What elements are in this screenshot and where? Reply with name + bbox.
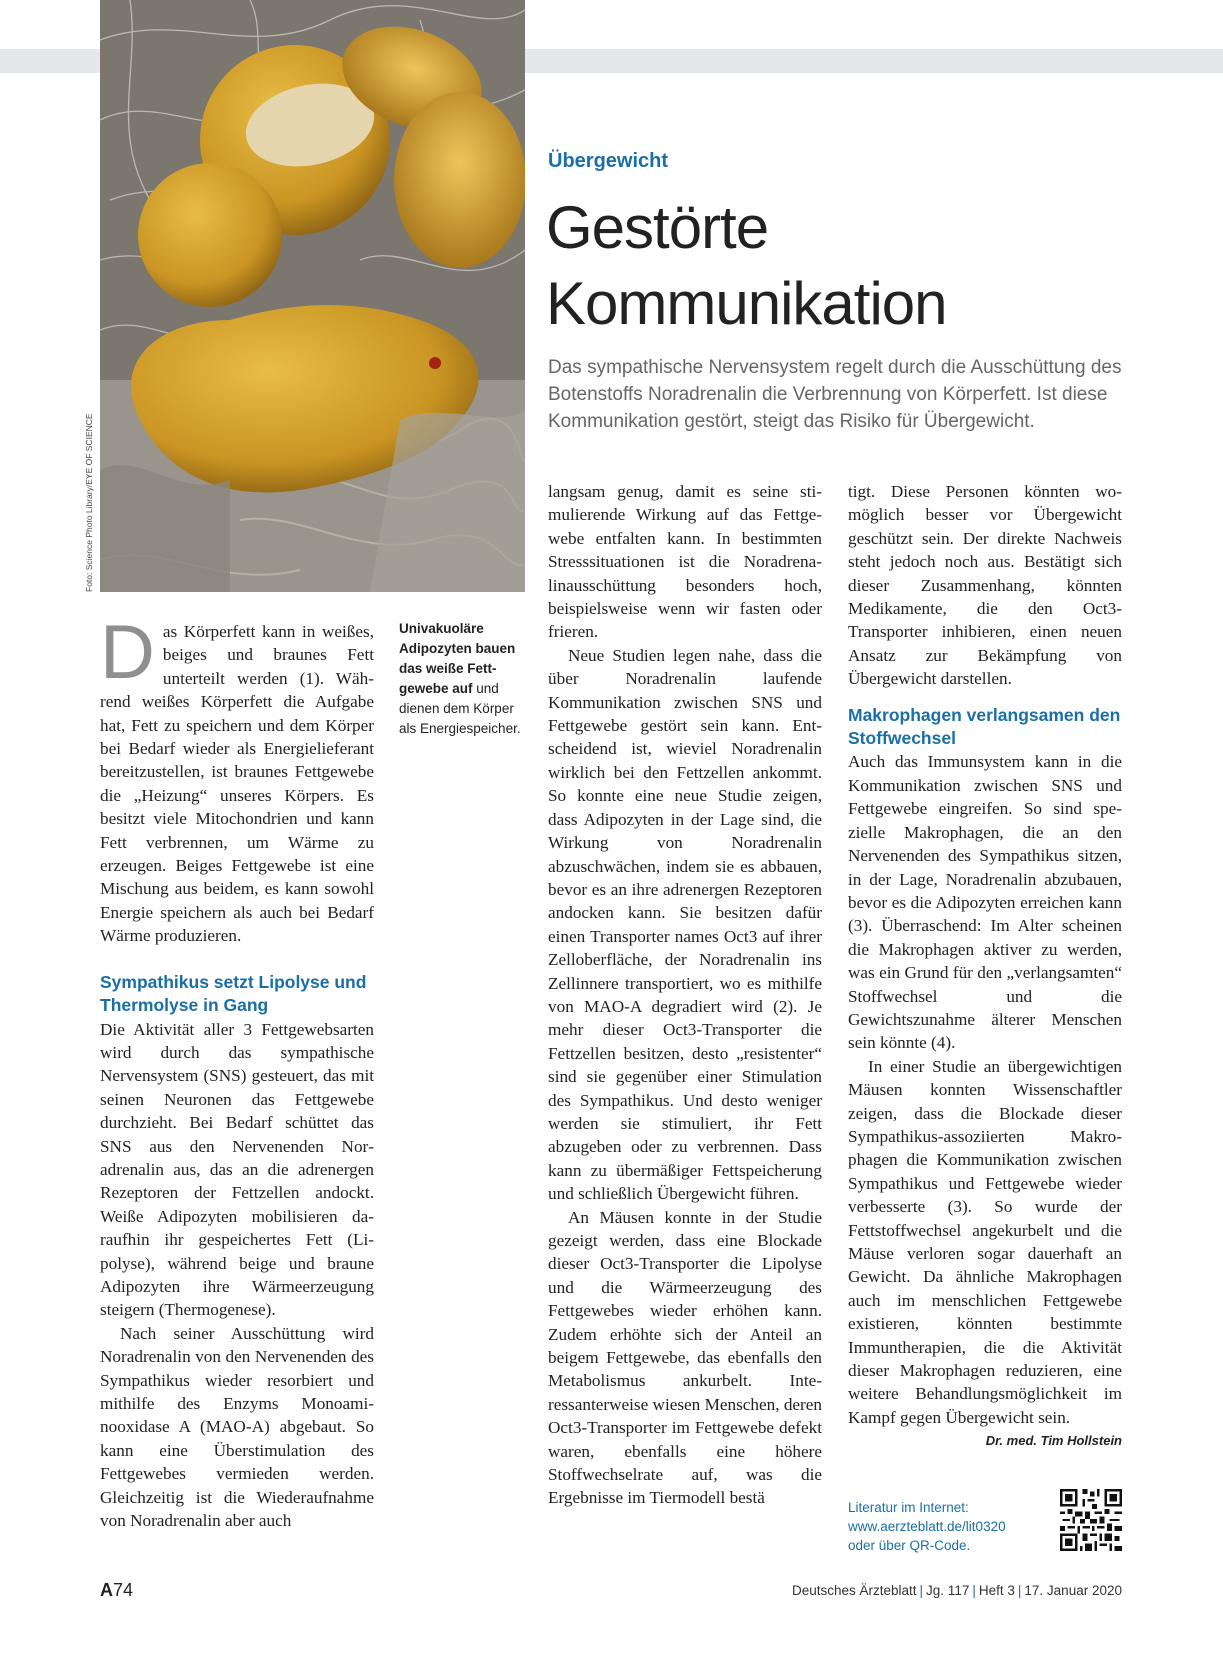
- page-prefix: A: [100, 1580, 113, 1600]
- article-kicker: Übergewicht: [548, 150, 669, 172]
- literature-note: [848, 1498, 1006, 1555]
- subheading-makrophagen: Makrophagen verlangsamen den Stoffwechsel: [848, 704, 1121, 749]
- photo-caption: [399, 619, 527, 739]
- article-photo: [100, 0, 525, 592]
- paragraph-8: Auch das Immunsystem kann in die Kommunikation zwischen SNS und Fettgewebe eingreifen. So sind spezielle Makrophagen, die an den Nervenenden des Sympathikus sitzen, in der Lage, Noradrenalin abzubauen, bevor es die Adipozyten erreichen kann (3). Überraschend: Im Alter scheinen die Makrophagen aktiver zu werden, was ein Grund für den „verlangsamten“ Stoffwechsel und die Gewichtszunahme älterer Menschen sein könnte (4).: [848, 752, 1122, 1053]
- page-number-value: 74: [113, 1580, 134, 1600]
- footer-separator: |: [1017, 1583, 1022, 1598]
- paragraph-2: Die Aktivität aller 3 Fettgewebsarten wird durch das sympathische Nervensystem (SNS) gesteuert, das mit seinen Neuronen das Fettgewebe durchzieht. Bei Bedarf schüttet das SNS aus den Nervenenden Noradrenalin aus, das an die adrenergen Rezeptoren der Fettzellen andockt. Weiße Adipozyten mobilisieren daraufhin ihr gespeichertes Fett (Lipolyse), während beige und braune Adipozyten ihre Wärmeerzeugung steigern (Thermogenese).: [100, 1019, 374, 1320]
- paragraph-9: [848, 1055, 1122, 1449]
- article-lead: Das sympathische Nervensystem regelt durch die Ausschüttung des Botenstoffs Noradrenalin die Verbrennung von Körperfett. Ist diese Kommunikation gestört, steigt das Risiko für Übergewicht.: [548, 357, 1122, 432]
- caption-rest: und dienen dem Körper als Energiespeicher.: [399, 681, 521, 736]
- paragraph-9-text: In einer Studie an übergewichtigen Mäusen konnten Wissenschaftler zeigen, dass die Blockade dieser Sympathikus-assoziierten Makrophagen die Kommunikation zwischen Sympathikus und Fettgewebe wieder verbesserte (3). So wurde der Fettstoffwechsel angekurbelt und die Mäuse verloren sogar dauerhaft an Gewicht. Da ähnliche Makrophagen auch im menschlichen Fettgewebe existieren, könnten bestimmte Immuntherapien, die die Aktivität dieser Makrophagen reduzieren, eine weitere Behandlungsmöglichkeit im Kampf gegen Übergewicht sein.: [848, 1056, 1122, 1427]
- footer-separator: |: [972, 1583, 976, 1598]
- paragraph-4: langsam genug, damit es seine stimulierende Wirkung auf das Fettgewebe entfalten kann. In bestimmten Stresssituationen ist die Noradrenalinausschüttung besonders hoch, beispielsweise wenn wir fasten oder frieren.: [548, 482, 822, 642]
- subheading-sympathikus: Sympathikus setzt Lipolyse und Thermolyse in Gang: [100, 971, 367, 1016]
- footer-journal: Deutsches Ärzteblatt: [791, 1583, 917, 1598]
- footer-issue: Heft 3: [978, 1583, 1015, 1598]
- caption-bold: Univakuoläre Adipozyten bauen das weiße Fettgewebe auf: [399, 621, 516, 696]
- drop-cap: D: [100, 610, 155, 695]
- title-line-1: Gestörte: [546, 194, 769, 261]
- column-3: [848, 480, 1122, 1453]
- paragraph-3: Nach seiner Ausschüttung wird Noradrenalin von den Nervenenden des Sympathikus wieder resorbiert und mithilfe des Enzyms Monoaminooxidase A (MAO-A) abgebaut. So kann eine Überstimulation des Fettgewebes vermieden werden. Gleichzeitig ist die Wiederaufnahme von Noradrenalin aber auch: [100, 1323, 374, 1531]
- footer-citation: [792, 1583, 1122, 1598]
- author-name: Dr. med. Tim Hollstein: [985, 1433, 1122, 1449]
- paragraph-7: tigt. Diese Personen könnten womöglich besser vor Übergewicht geschützt sein. Der direkte Nachweis steht jedoch noch aus. Bestätigt sich dieser Zusammenhang, könnten Medikamente, die den Oct3-Transporter inhibieren, einen neuen Ansatz zur Bekämpfung von Übergewicht darstellen.: [848, 482, 1122, 689]
- column-1: [100, 610, 374, 1532]
- paragraph-1: as Körperfett kann in weißes, beiges und braunes Fett unterteilt werden (1). Während weißes Körperfett die Aufgabe hat, Fett zu speichern und dem Körper bei Bedarf wieder als Energielieferant bereitzustellen, ist braunes Fettgewebe die „Heizung“ unseres Körpers. Es besitzt viele Mitochondrien und kann Fett verbrennen, um Wärme zu erzeugen. Beiges Fettgewebe ist eine Mischung aus beidem, es kann sowohl Energie speichern als auch bei Bedarf Wärme produzieren.: [100, 622, 374, 946]
- footer-separator: |: [919, 1583, 924, 1598]
- adipocyte-microscopy-image: [100, 0, 525, 592]
- qr-code-icon[interactable]: [1060, 1489, 1122, 1551]
- literature-line-1: Literatur im Internet:: [848, 1500, 969, 1515]
- article-title: [546, 190, 947, 342]
- column-2: [548, 480, 822, 1510]
- title-line-2: Kommunikation: [546, 270, 947, 337]
- literature-link[interactable]: www.aerzteblatt.de/lit0320: [848, 1519, 1006, 1534]
- footer-date: 17. Januar 2020: [1024, 1583, 1122, 1598]
- page-number: [100, 1580, 133, 1601]
- photo-credit: Foto: Science Photo Library/EYE OF SCIENCE: [84, 413, 94, 592]
- paragraph-5: Neue Studien legen nahe, dass die über Noradrenalin laufende Kommunikation zwischen SNS und Fettgewebe gestört sein kann. Entscheidend ist, wieviel Noradrenalin wirklich bei den Fettzellen ankommt. So konnte eine neue Studie zeigen, dass Adipozyten in der Lage sind, die Wirkung von Noradrenalin abzuschwächen, indem sie es abbauen, bevor es an ihre adrenergen Rezeptoren andocken kann. Sie besitzen dafür einen Transporter names Oct3 auf ihrer Zelloberfläche, der Noradrenalin ins Zellinnere transportiert, wo es mithilfe von MAO-A degradiert wird (2). Je mehr dieser Oct3-Transporter die Fettzellen besitzen, desto „resistenter“ sind sie gegenüber einer Stimulation des Sympathikus. Und desto weniger werden sie stimuliert, ihr Fett abzugeben oder zu verbrennen. Dass kann zu übermäßiger Fettspeicherung und schließlich Übergewicht führen.: [548, 645, 822, 1204]
- paragraph-6: An Mäusen konnte in der Studie gezeigt werden, dass eine Blockade dieser Oct3-Transporter die Lipolyse und die Wärmeerzeugung des Fettgewebes wieder erhöhen kann. Zudem erhöhte sich der Anteil an beigem Fettgewebe, das ebenfalls den Metabolismus ankurbelt. Interessanterweise wiesen Menschen, deren Oct3-Transporter im Fettgewebe defekt waren, ebenfalls eine höhere Stoffwechselrate auf, was die Ergebnisse im Tiermodell bestä: [548, 1207, 822, 1508]
- literature-line-3: oder über QR-Code.: [848, 1538, 971, 1553]
- footer-volume: Jg. 117: [926, 1583, 970, 1598]
